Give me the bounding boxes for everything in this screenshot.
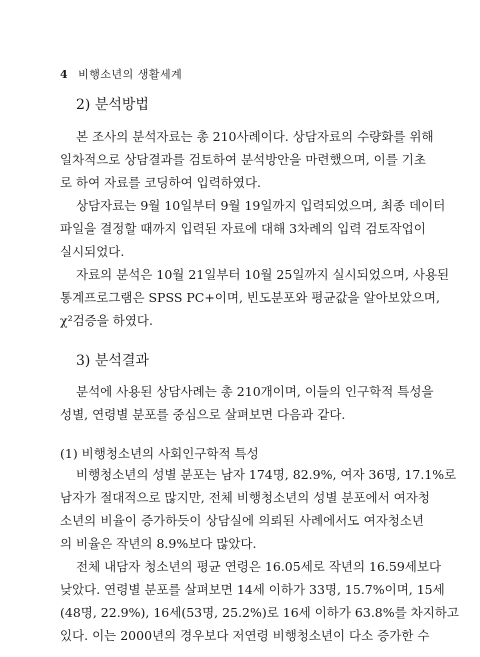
paragraph-line: 있다. 이는 2000년의 경우보다 저연령 비행청소년이 다소 증가한 수 [60, 628, 430, 643]
paragraph-line: 남자가 절대적으로 많지만, 전체 비행청소년의 성별 분포에서 여자청 [60, 490, 430, 505]
paragraph-line: 분석에 사용된 상담사례는 총 210개이며, 이들의 인구학적 특성을 [76, 384, 434, 399]
paragraph-line: 의 비율은 작년의 8.9%보다 많았다. [60, 536, 257, 551]
paragraph-line: 로 하여 자료를 코딩하여 입력하였다. [60, 175, 261, 190]
paragraph-line: 전체 내담자 청소년의 평균 연령은 16.05세로 작년의 16.59세보다 [76, 559, 442, 574]
paragraph-line: 통계프로그램은 SPSS PC+이며, 빈도분포와 평균값을 알아보았으며, [60, 290, 440, 305]
paragraph-line: 비행청소년의 성별 분포는 남자 174명, 82.9%, 여자 36명, 17.1%로 [76, 467, 457, 482]
paragraph-line: 본 조사의 분석자료는 총 210사례이다. 상담자료의 수량화를 위해 [76, 129, 434, 144]
subsection-heading: (1) 비행청소년의 사회인구학적 특성 [60, 446, 259, 461]
running-head [60, 66, 182, 82]
paragraph-line: 파일을 결정할 때까지 입력된 자료에 대해 3차례의 입력 검토작업이 [60, 221, 426, 236]
paragraph-line: 낮았다. 연령별 분포를 살펴보면 14세 이하가 33명, 15.7%이며, 15세 [60, 582, 445, 597]
paragraph-line: 자료의 분석은 10월 21일부터 10월 25일까지 실시되었으며, 사용된 [76, 267, 450, 282]
page-number: 4 [60, 68, 69, 81]
paragraph-line: (48명, 22.9%), 16세(53명, 25.2%)로 16세 이하가 63.8%를 차지하고 [60, 605, 459, 620]
section-heading-analysis-results: 3) 분석결과 [76, 353, 149, 369]
paragraph-line: χ²검증을 하였다. [60, 313, 153, 328]
paragraph-line: 실시되었다. [60, 244, 125, 259]
section-heading-analysis-method: 2) 분석방법 [76, 97, 149, 113]
paragraph-line: 일차적으로 상담결과를 검토하여 분석방안을 마련했으며, 이를 기초 [60, 152, 426, 167]
paragraph-line: 소년의 비율이 증가하듯이 상담실에 의뢰된 사례에서도 여자청소년 [60, 513, 424, 528]
running-head-title: 비행소년의 생활세계 [78, 68, 183, 81]
paragraph-line: 성별, 연령별 분포를 중심으로 살펴보면 다음과 같다. [60, 407, 346, 422]
paragraph-line: 상담자료는 9월 10일부터 9월 19일까지 입력되었으며, 최종 데이터 [76, 198, 446, 213]
